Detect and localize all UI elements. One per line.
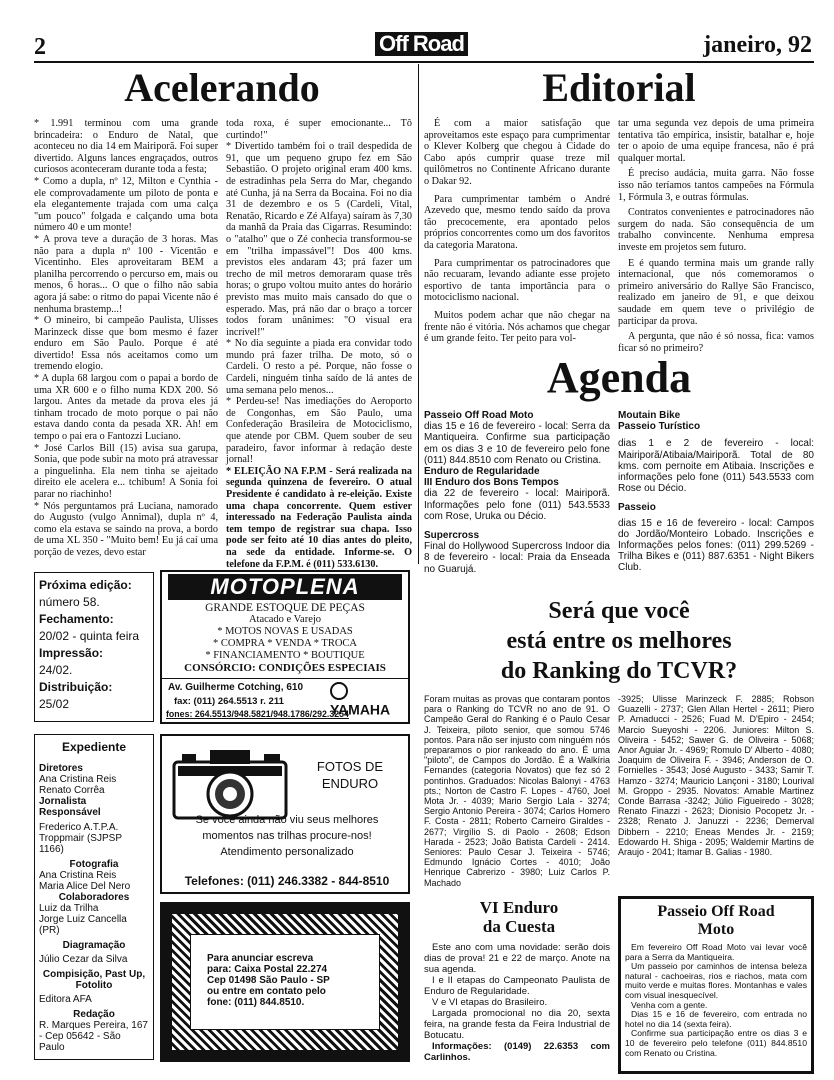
agenda-left	[424, 410, 610, 575]
ranking-title-line: está entre os melhores	[506, 628, 732, 654]
ranking-title-line: Será que você	[548, 598, 690, 624]
next-edition-label: Fechamento:	[39, 612, 114, 626]
paragraph: A pergunta, que não é só nossa, fica: vamos ficar só no primeiro?	[618, 331, 814, 354]
paragraph: tar uma segunda vez depois de uma primeira tentativa tão empírica, insistir, batalhar e, hoje ter o apoio de uma equipe francesa, não é prá qualquer mortal.	[618, 118, 814, 164]
paragraph: * O mineiro, bi campeão Paulista, Ulisses Marinzeck disse que bom mesmo é fazer enduro em São Paulo. Porque é até divertido! Essa nós aceitamos como um tremendo elogio.	[34, 315, 218, 373]
agenda-item-body: Final do Hollywood Supercross Indoor dia 8 de fevereiro - local: Praia da Enseada no Guarujá.	[424, 541, 610, 575]
next-edition-value: 20/02 - quinta feira	[39, 629, 140, 643]
paragraph: * Como a dupla, nº 12, Milton e Cynthia - ele comprovadamente um piloto de ponta e ela elegantemente trajada com uma calça "um pouco" folgada e calçando uma bota número 40 e um monte!	[34, 175, 218, 234]
next-edition-box	[34, 572, 154, 722]
fotos-line: Atendimento personalizado	[220, 846, 354, 858]
passeio-box	[618, 896, 814, 1074]
motoplena-fax: fax: (011) 264.5513 r. 211	[174, 696, 284, 707]
expediente-names: Ana Cristina Reis Renato Corrêa	[39, 774, 117, 796]
agenda-item-head: Passeio Off Road Moto	[424, 410, 534, 421]
agenda-item-head: Passeio Turístico	[618, 421, 701, 433]
anunciar-line: fone: (011) 844.8510.	[207, 997, 305, 1008]
motoplena-line: Atacado e Varejo	[248, 614, 322, 625]
yamaha-wordmark: YAMAHA	[330, 701, 391, 718]
motoplena-address: Av. Guilherme Cotching, 610	[168, 682, 304, 693]
agenda-item-head: Passeio	[618, 502, 656, 514]
paragraph: * ELEIÇÃO NA F.P.M - Será realizada na segunda quinzena de fevereiro. O atual Presidente é candidato à re-eleição. Existe uma chapa concorrente. Quem estiver interessado na Federação Paulista ainda tem tempo de registrar sua chapa. Isso pode ser feito até 10 dias antes do pleito, na sede da entidade. Informe-se. O telefone da F.P.M. é (011) 533.6130.	[226, 465, 412, 570]
expediente-role: Redação	[73, 1009, 115, 1020]
next-edition-label: Próxima edição:	[39, 578, 132, 592]
paragraph: V e VI etapas do Brasileiro.	[432, 997, 548, 1008]
next-edition-value: 25/02	[39, 697, 70, 711]
paragraph: * Nós perguntamos prá Luciana, namorado do Augusto (vulgo Annimal), dupla nº 4, como ela estava se saindo na prova, a bordo de uma XL 350 - "Muito bem! Eu já caí uma porção de vezes, devo estar	[34, 500, 218, 558]
expediente-names: Frederico A.T.P.A. Troppmair (SJPSP 1166)	[39, 822, 122, 855]
next-edition-label: Distribuição:	[39, 680, 113, 694]
paragraph: Dias 15 e 16 de fevereiro, com entrada no hotel no dia 14 (sexta feira).	[625, 1009, 807, 1029]
passeio-title-line: Passeio Off Road	[657, 903, 775, 920]
expediente-names: Júlio Cezar da Silva	[39, 954, 128, 965]
cuesta-body	[424, 942, 610, 1063]
expediente-names: Ana Cristina Reis Maria Alice Del Nero	[39, 870, 131, 892]
anunciar-line: para: Caixa Postal 22.274	[207, 964, 328, 975]
paragraph: Informações: (0149) 22.6353 com Carlinhos.	[424, 1041, 610, 1063]
paragraph: Contratos convenientes e patrocinadores não surgem do nada. São consequência de um trabalho convincente. Nenhuma empresa investe em projetos sem futuro.	[618, 207, 814, 253]
paragraph: Um passeio por caminhos de intensa beleza natural - cachoeiras, rios e riachos, mata com muito verde e muitas flores. Montanhas e vales com visual inesquecível.	[625, 961, 807, 1000]
agenda-item-head: III Enduro dos Bons Tempos	[424, 477, 559, 489]
editorial-col1	[424, 118, 610, 345]
motoplena-fones: fones: 264.5513/948.5821/948.1786/292.3254	[166, 709, 349, 719]
acelerando-title: Acelerando	[124, 65, 320, 110]
agenda-title: Agenda	[546, 353, 692, 402]
editorial-col2	[618, 118, 814, 354]
expediente-role: Jornalista Responsável	[39, 796, 101, 818]
anunciar-ad	[160, 902, 410, 1062]
paragraph: Em fevereiro Off Road Moto vai levar você para a Serra da Mantiqueira.	[625, 942, 807, 962]
paragraph: Para cumprimentar também o André Azevedo que, mesmo tendo saído da prova tão precocemente, era apontado pelos próprios concorrentes como um dos favoritos da categoria Maratona.	[424, 193, 610, 251]
page-number: 2	[34, 34, 46, 60]
passeio-title-line: Moto	[697, 921, 735, 938]
agenda-item-head: Enduro de Regularidade	[424, 466, 540, 478]
agenda-item-body: dias 15 e 16 de fevereiro - local: Campos do Jordão/Monteiro Lobado. Inscrições e Informações pelos fones: (011) 299.5269 - Trilha Bikes e (011) 887.6351 - Night Bikers Club.	[618, 517, 814, 574]
camera-icon	[170, 742, 290, 822]
fotos-title-line: FOTOS DE	[316, 759, 384, 774]
expediente-title: Expediente	[61, 740, 127, 754]
paragraph: Venha com a gente.	[631, 999, 708, 1010]
expediente-box	[34, 734, 154, 1060]
motoplena-line: * FINANCIAMENTO * BOUTIQUE	[205, 650, 365, 661]
agenda-item-body: dias 15 e 16 de fevereiro - local: Serra da Mantiqueira. Confirme sua participação em os dias 3 e 10 de fevereiro pelo fone (011) 844.8510 com Renato ou Cristina.	[424, 421, 610, 466]
page-date: janeiro, 92	[703, 32, 812, 58]
paragraph: * José Carlos Bill (15) avisa sua garupa, Sonia, que pode subir na moto prá atravessar a pinguelinha. Ela nem tinha se ajeitado direito ele acelera e... tchibum! A Sonia foi parar no riachinho!	[34, 442, 218, 500]
agenda-item-body: dia 22 de fevereiro - local: Mairiporã. Informações pelo fone (011) 543.5533 com Rose, Uruka ou Décio.	[424, 488, 610, 522]
ad-divider	[162, 678, 408, 679]
anunciar-line: Cep 01498 São Paulo - SP	[207, 975, 330, 986]
expediente-item	[39, 892, 149, 936]
expediente-item	[39, 940, 149, 965]
ranking-title	[424, 596, 814, 686]
paragraph: Confirme sua participação entre os dias 3 e 10 de fevereiro pelo telefone (011) 844.8510 com Renato ou Cristina.	[625, 1028, 807, 1058]
motoplena-line: * MOTOS NOVAS E USADAS	[217, 626, 353, 637]
agenda-item-body: dias 1 e 2 de fevereiro - local: Mairiporã/Atibaia/Mairiporã. Total de 80 kms. com pernoite em Atibaia. Inscrições e informações pelo fone (011) 543.5533 com Rose ou Décio.	[618, 438, 814, 495]
expediente-item	[39, 859, 149, 892]
next-edition-value: número 58.	[39, 595, 100, 609]
fotos-enduro-ad	[160, 734, 410, 894]
tuning-fork-icon	[330, 682, 348, 700]
paragraph: * Perdeu-se! Nas imediações do Aeroporto de Congonhas, em São Paulo, uma Confederação Brasileira de Motociclismo, que atende por CBM. Quem souber de seu paradeiro, favor informar à redação deste jornal!	[226, 396, 412, 466]
paragraph: Muitos podem achar que não chegar na frente não é vitória. Nós achamos que chegar é um grande feito. Ter peito para vol-	[424, 309, 610, 345]
passeio-title	[621, 903, 811, 939]
paragraph: Largada promocional no dia 20, sexta feira, na grande festa da Feira Industrial de Botucatu.	[424, 1008, 610, 1041]
paragraph: * A dupla 68 largou com o papai a bordo de uma XR 600 e o filho numa KDX 200. Só largou. Antes da metade da prova eles já tinham trocado de moto porque o pai não estava dando conta da pesada XR. Ah! em tempo o pai era o Fantozzi Luciano.	[34, 373, 218, 443]
paragraph: * A prova teve a duração de 3 horas. Mas não para a dupla nº 100 - Vicentão e Vicentinho. Eles aproveitaram BEM a planilha percorrendo o percurso em, mais ou menos, 6 horas... O que o filho não sabia agora já sabe: o ritmo do papai Vicente não é nenhuma brastemp...!	[34, 233, 218, 315]
acelerando-col1	[34, 118, 218, 559]
expediente-names: Editora AFA	[39, 994, 92, 1005]
paragraph: * Divertido também foi o trail despedida de 91, que um pequeno grupo fez em São Sebastião. O projeto original eram 400 kms. de estradinhas pela Serra do Mar, chegando até Cunha, já na Serra da Bocaina. Foi no dia 31 de dezembro e os 5 (Cardeli, Vital, Renatão, Ricardo e Zé Alfaya) saíram às 7,30 da manhã da Praia das Cigarras. Resumindo: o "atalho" que o Zé conhecia transformou-se em "trilha impassável"! Dos 400 kms. previstos eles andaram 43; prá fazer um trecho de mil metros demoraram quase três horas; o grupo voltou muito antes do horário previsto mas muito mais cansado do que o esperado. Mas, prá não dar o braço a torcer todos foram unânimes: "O visual era incrível!"	[226, 141, 412, 338]
expediente-role: Colaboradores	[58, 892, 130, 903]
column-divider	[418, 64, 419, 564]
fotos-phone: Telefones: (011) 246.3382 - 844-8510	[184, 874, 390, 888]
motoplena-line: GRANDE ESTOQUE DE PEÇAS	[205, 602, 365, 614]
anunciar-line: Para anunciar escreva	[207, 953, 314, 964]
motoplena-logo: MOTOPLENA	[168, 574, 402, 600]
fotos-text	[166, 812, 408, 860]
paragraph: I e II etapas do Campeonato Paulista de Enduro de Regularidade.	[424, 975, 610, 997]
expediente-names: R. Marques Pereira, 167 - Cep 05642 - São Paulo	[39, 1020, 148, 1053]
expediente-role: Compisição, Past Up, Fotolito	[42, 969, 146, 991]
acelerando-col2	[226, 118, 412, 570]
cuesta-title-line: da Cuesta	[482, 917, 556, 936]
paragraph: Este ano com uma novidade: serão dois dias de prova! 21 e 22 de março. Anote na sua agenda.	[424, 942, 610, 975]
expediente-item	[39, 969, 149, 1005]
editorial-title: Editorial	[542, 65, 696, 110]
motoplena-line: CONSÓRCIO: CONDIÇÕES ESPECIAIS	[184, 662, 386, 674]
paragraph: É com a maior satisfação que aproveitamos este espaço para cumprimentar o Klever Kolberg que chegou à Cidade do Cabo após cumprir quase treze mil quilômetros no Continente Africano durante o Dakar 92.	[424, 118, 610, 187]
expediente-role: Diagramação	[62, 940, 126, 951]
fotos-line: momentos nas trilhas procure-nos!	[202, 830, 372, 842]
paragraph: * 1.991 terminou com uma grande brincadeira: o Enduro de Natal, que aconteceu no dia 14 em Mairiporã. Foi super divertido. Alguns lances engraçados, outros curiosos aconteceram durante toda a festa;	[34, 118, 218, 176]
expediente-role: Diretores	[39, 763, 83, 774]
expediente-item	[39, 796, 149, 855]
ranking-col2: -3925; Ulisse Marinzeck F. 2885; Robson Guazelli - 2737; Glen Allan Hertel - 2611; Piero P. Amaducci - 2526; Fuad M. D'Epiro - 2454; Marcio Sueyoshi - 2206. Juniores: Milton S. Oliveira - 5452; Sawer G. de Oliveira - 5068; Anor Aguiar Jr. - 4969; Romulo D' Alberto - 4080; Joaquim de Oliveira F. - 3946; Anderson de O. Fornielles - 3543; José Augusto - 3433; Samir T. Hamzo - 3274; Mauricio Lançoni - 3180; Lourival M. Groppo - 2935. Novatos: Amable Martinez Conde Barrasa -3242; Júlio Figueiredo - 3028; Renato Finazzi - 2623; Dionisio Pocopetz Jr. - 2328; Renato J. Januzzi - 2236; Demerval Dibbern - 2210; Eneas Mendes Jr. - 2159; Edowardo H. Shiga - 2095; Waldemir Martins de Araujo - 2041; Itamar B. Galias - 1980.	[618, 694, 814, 858]
ranking-col1: Foram muitas as provas que contaram pontos para o Ranking do TCVR no ano de 91. O Campeão Geral do Ranking é o Paulo Cesar J. Teixeira, piloto senior, que somou 5746 pontos. Para não ser injusto com ninguém nós preparamos o pior rankeado do ano. É uma "piloto", de Campos do Jordão. É a Walkíria Fernandes (categoria Novatos) que fez só 2 pontinhos. Graduados: Nicolas Balonyi - 4763 pts.; Norton de Castro F. Lopes - 4760, Joel Mota Jr. - 4039; Mario Sergio Lala - 3274; Sergio Antonio Pereira - 3074; Carlos Homero F. Costa - 2811; Roberto Carneiro Giraldes - 2677; Virgílio S. di Paolo - 2608; Edson Harada - 2523; João Batista Cardeli - 2414. Seniores: Paulo Cesar J. Teixeira - 5746; Edmundo Ignácio Cortes - 4010; João Henrique Cabrerizo - 3980; Luiz Carlos P. Machado	[424, 694, 610, 888]
agenda-right	[618, 410, 814, 574]
cuesta-title-line: VI Enduro	[479, 898, 559, 917]
motoplena-ad	[160, 570, 410, 724]
masthead-logo: Off Road	[375, 32, 468, 56]
cuesta-title	[424, 898, 614, 936]
agenda-item-head: Supercross	[424, 530, 480, 542]
fotos-title-line: ENDURO	[321, 776, 379, 791]
paragraph: Para cumprimentar os patrocinadores que não recuaram, levando adiante esse projeto esportivo de tanta importância para o motociclismo nacional.	[424, 257, 610, 304]
ranking-title-line: do Ranking do TCVR?	[500, 658, 738, 684]
fotos-line: Se você ainda não viu seus melhores	[195, 814, 379, 826]
expediente-item	[39, 763, 149, 796]
paragraph: E é quando termina mais um grande rally internacional, que nós comemoramos o primeiro aniversário do Rallye São Francisco, realizado em janeiro de 91, e que deixou saudade em quem teve o privilégio de participar da prova.	[618, 257, 814, 327]
agenda-item-head: Moutain Bike	[618, 410, 681, 421]
expediente-item	[39, 1009, 149, 1053]
motoplena-line: * COMPRA * VENDA * TROCA	[212, 638, 358, 649]
expediente-names: Luiz da Trilha Jorge Luiz Cancella (PR)	[39, 903, 127, 936]
header-rule	[34, 61, 814, 63]
fotos-title	[292, 758, 408, 792]
paragraph: * No dia seguinte a piada era convidar todo mundo prá fazer trilha. De moto, só o Cardeli. O resto a pé. Porque, não fosse o Cardeli, ninguém tinha saído de lá antes de uma semana pelo menos...	[226, 338, 412, 396]
motoplena-text	[162, 602, 408, 674]
passeio-body	[625, 943, 807, 1058]
paragraph: É preciso audácia, muita garra. Não fosse isso não teríamos tantos campeões na Fórmula 1, Fórmula 3, e outras fórmulas.	[618, 168, 814, 203]
next-edition-value: 24/02.	[39, 663, 73, 677]
anunciar-panel	[190, 934, 380, 1030]
expediente-role: Fotografia	[69, 859, 119, 870]
anunciar-line: ou entre em contato pelo	[207, 986, 326, 997]
paragraph: toda roxa, é super emocionante... Tô curtindo!"	[226, 118, 412, 141]
next-edition-label: Impressão:	[39, 646, 104, 660]
yamaha-logo	[330, 682, 406, 718]
